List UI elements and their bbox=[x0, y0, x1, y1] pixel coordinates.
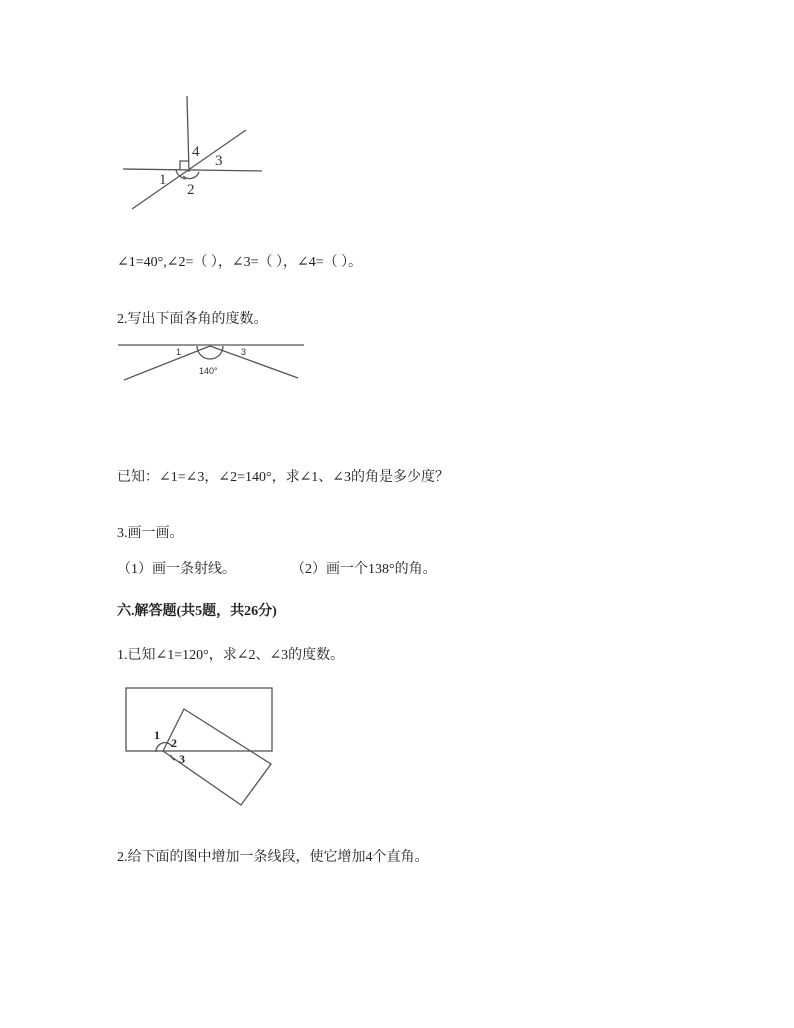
question-1-text: ∠1=40°,∠2=（ ），∠3=（ ），∠4=（ ）。 bbox=[117, 255, 363, 270]
question-3-title: 3.画一画。 bbox=[117, 526, 184, 541]
question-2-text: 已知：∠1=∠3，∠2=140°，求∠1、∠3的角是多少度？ bbox=[117, 470, 450, 485]
section-title: 六.解答题(共5题，共26分) bbox=[117, 604, 277, 619]
left-ray bbox=[124, 346, 210, 380]
angle-arc-2 bbox=[183, 172, 199, 179]
section-6-question-1-text: 1.已知∠1=120°，求∠2、∠3的度数。 bbox=[117, 648, 345, 663]
angle-label-1: 1 bbox=[154, 728, 160, 742]
angle-label-3: 3 bbox=[179, 752, 185, 766]
figure-overlapping-rectangles bbox=[0, 680, 794, 820]
angle-label-2: 2 bbox=[187, 182, 195, 198]
angle-label-3: 3 bbox=[215, 153, 223, 169]
question-3-part-1: （1）画一条射线。 bbox=[117, 562, 236, 577]
angle-label-2: 2 bbox=[171, 736, 177, 750]
question-3-part-2: （2）画一个138°的角。 bbox=[291, 562, 437, 577]
figure-intersecting-lines bbox=[0, 0, 794, 240]
figure-straight-angle bbox=[0, 330, 794, 390]
question-2-title: 2.写出下面各角的度数。 bbox=[117, 312, 268, 327]
angle-label-1: 1 bbox=[176, 347, 182, 357]
angle-label-4: 4 bbox=[192, 144, 200, 160]
angle-label-3: 3 bbox=[241, 347, 247, 357]
angle-arc-140 bbox=[197, 346, 223, 359]
horizontal-rectangle bbox=[126, 688, 272, 751]
right-angle-mark bbox=[180, 161, 189, 170]
section-6-question-2-text: 2.给下面的图中增加一条线段，使它增加4个直角。 bbox=[117, 850, 429, 865]
right-ray bbox=[210, 346, 298, 378]
horizontal-line bbox=[123, 169, 262, 171]
angle-label-1: 1 bbox=[159, 172, 167, 188]
angle-label-140: 140° bbox=[199, 366, 218, 376]
